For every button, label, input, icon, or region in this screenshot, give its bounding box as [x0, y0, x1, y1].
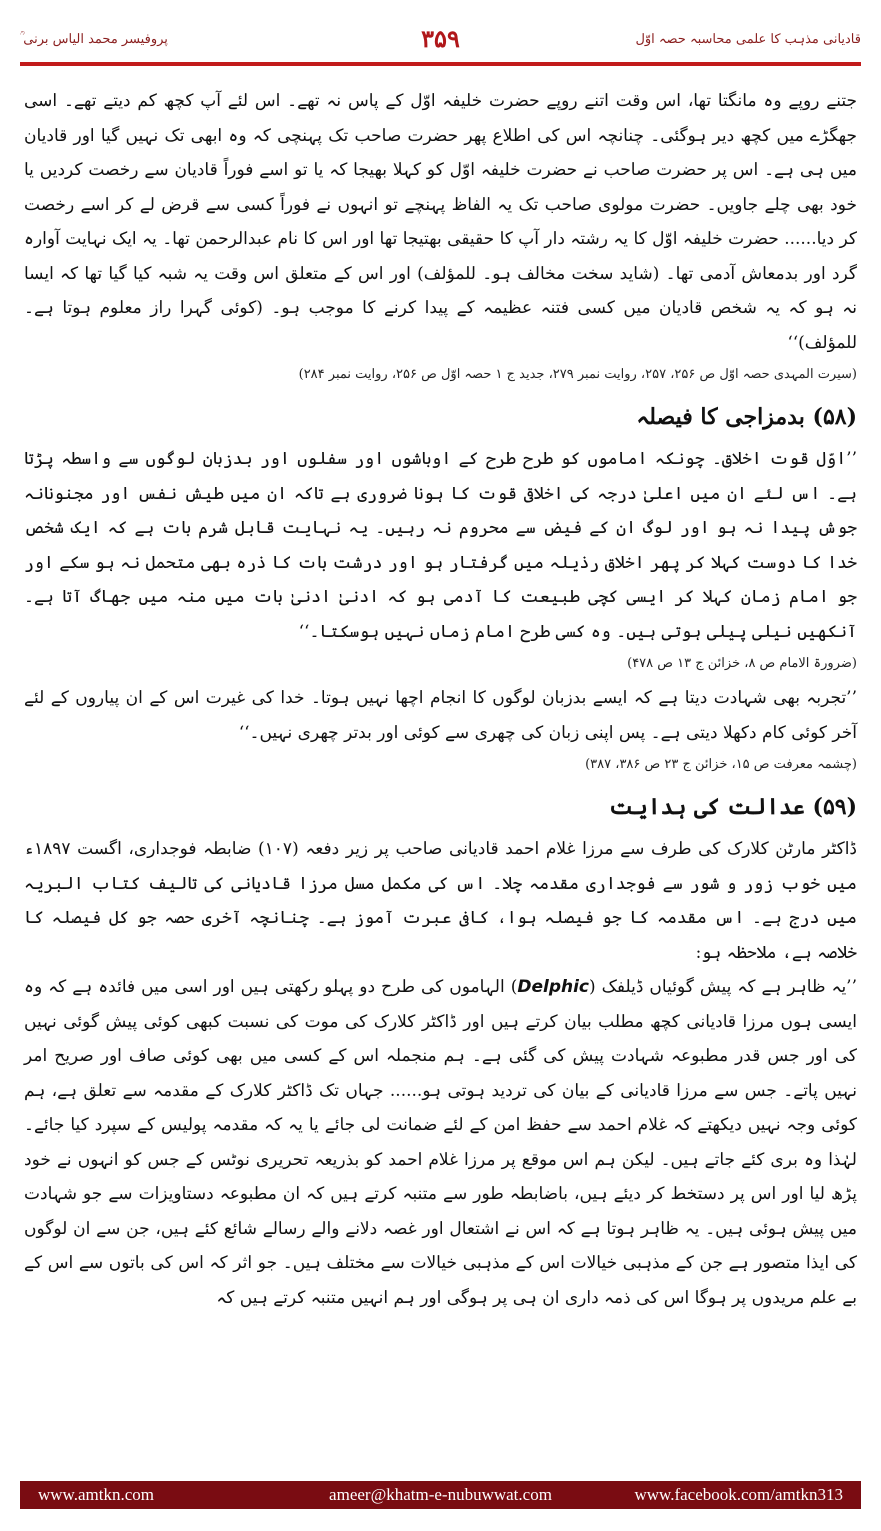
- citation: (چشمہ معرفت ص ۱۵، خزائن ج ۲۳ ص ۳۸۶، ۳۸۷): [585, 757, 857, 772]
- citation: (ضرورۃ الامام ص ۸، خزائن ج ۱۳ ص ۴۷۸): [627, 656, 857, 671]
- quote-paragraph: ’’تجربہ بھی شہادت دیتا ہے کہ ایسے بدزبان لوگوں کا انجام اچھا نہیں ہوتا۔ خدا کی غیرت اس کے ان پیاروں کے لئے آخر کوئی کام دکھلا دیتی ہے۔ پس اپنی زبان کی چھری سے کوئی اور بدتر چھری نہیں۔‘‘: [24, 688, 857, 743]
- body-paragraph: ڈاکٹر مارٹن کلارک کی طرف سے مرزا غلام احمد قادیانی صاحب پر زیر دفعہ (۱۰۷) ضابطہ فوجداری، اگست ۱۸۹۷ء میں خوب زور و شور سے فوجداری مقدمہ چلا۔ اس کی مکمل مسل مرزا قادیانی کی تالیف کتاب البریہ میں درج ہے۔ اس مقدمہ کا جو فیصلہ ہوا، کافی عبرت آموز ہے۔ چنانچہ آخری حصہ جو کل فیصلہ کا خلاصہ ہے، ملاحظہ ہو:: [24, 839, 857, 963]
- header-divider: [20, 62, 861, 66]
- section-heading-59: (۵۹) عدالت کی ہدایت: [609, 794, 857, 820]
- author-name: پروفیسر محمد الیاس برنی ؒ: [20, 32, 168, 47]
- page-body: [24, 84, 857, 1467]
- paragraph-continued: جتنے روپے وہ مانگتا تھا، اس وقت اتنے روپے حضرت خلیفہ اوّل کے پاس نہ تھے۔ اس لئے آپ کچھ کم دیتے تھے۔ اسی جھگڑے میں کچھ دیر ہوگئی۔ چنانچہ اس کی اطلاع پھر حضرت صاحب تک پہنچی کہ وہ ابھی تک نہیں گیا اور قادیان میں ہی ہے۔ اس پر حضرت صاحب نے حضرت خلیفہ اوّل کو کہلا بھیجا کہ یا تو اسے فوراً قادیان سے رخصت کردیں یا خود بھی چلے جاویں۔ حضرت مولوی صاحب تک یہ الفاظ پہنچے تو انہوں نے فوراً کسی سے قرض لے کر اسے رخصت کر دیا...... حضرت خلیفہ اوّل کا یہ رشتہ دار آپ کا حقیقی بھتیجا تھا اور اس کا نام عبدالرحمن تھا۔ یہ ایک نہایت آوارہ گرد اور بدمعاش آدمی تھا۔ (شاید سخت مخالف ہو۔ للمؤلف) اور اس کے متعلق اس وقت یہ شبہ کیا گیا تھا کہ ایسا نہ ہو کہ یہ شخص قادیان میں کسی فتنہ عظیمہ کے پیدا کرنے کا موجب ہو۔ (کوئی گہرا راز معلوم ہوتا ہے۔ للمؤلف)‘‘: [24, 91, 857, 353]
- section-heading-58: (۵۸) بدمزاجی کا فیصلہ: [636, 404, 857, 430]
- page-header: [20, 14, 861, 62]
- citation: (سیرت المہدی حصہ اوّل ص ۲۵۶، ۲۵۷، روایت نمبر ۲۷۹، جدید ج ۱ حصہ اوّل ص ۲۵۶، روایت نمبر ۲۸۴): [298, 367, 857, 382]
- page-footer: [20, 1481, 861, 1509]
- email-link[interactable]: ameer@khatm-e-nubuwwat.com: [329, 1485, 552, 1504]
- latin-term: Delphic: [517, 977, 590, 997]
- quote-start: ’’یہ ظاہر ہے کہ پیش گوئیاں ڈیلفک (: [589, 977, 857, 997]
- quote-paragraph: [24, 970, 857, 1315]
- website-link[interactable]: www.amtkn.com: [38, 1485, 154, 1504]
- page-number: ۳۵۹: [421, 24, 460, 53]
- facebook-link[interactable]: www.facebook.com/amtkn313: [634, 1485, 843, 1504]
- quote-paragraph: ’’اوّل قوت اخلاق۔ چونکہ اماموں کو طرح طرح کے اوباشوں اور سفلوں اور بدزبان لوگوں سے واسطہ پڑتا ہے۔ اس لئے ان میں اعلیٰ درجہ کی اخلاقی قوت کا ہونا ضروری ہے تاکہ ان میں طیش نفس اور مجنونانہ جوش پیدا نہ ہو اور لوگ ان کے فیض سے محروم نہ رہیں۔ یہ نہایت قابل شرم بات ہے کہ ایک شخص خدا کا دوست کہلا کر پھر اخلاق رذیلہ میں گرفتار ہو اور درشت بات کا ذرہ بھی متحمل نہ ہو سکے اور جو امام زمان کہلا کر ایسی کچی طبیعت کا آدمی ہو کہ ادنیٰ ادنیٰ بات میں منہ میں جھاگ آتا ہے۔ آنکھیں نیلی پیلی ہوتی ہیں۔ وہ کسی طرح امام زماں نہیں ہوسکتا۔‘‘: [24, 449, 857, 642]
- book-title: قادیانی مذہب کا علمی محاسبہ حصہ اوّل: [635, 32, 861, 47]
- quote-rest: ) الہاموں کی طرح دو پہلو رکھتی ہیں اور اسی میں فائدہ ہے کہ وہ ایسی ہوں مرزا قادیانی کچھ مطلب بیان کرتے ہیں اور ڈاکٹر کلارک کی موت کی نسبت کبھی کوئی پیش گوئی نہیں کی اور جس قدر مطبوعہ شہادت پیش کی گئی ہے۔ ہم منجملہ اس کے کسی میں بھی کوئی صاف اور صریح امر نہیں پاتے۔ جس سے مرزا قادیانی کے بیان کی تردید ہوتی ہو...... جہاں تک ڈاکٹر کلارک کے مقدمہ سے تعلق ہے، ہم کوئی وجہ نہیں دیکھتے کہ غلام احمد سے حفظ امن کے لئے ضمانت لی جائے یا یہ کہ مقدمہ پولیس کے سپرد کیا جائے۔ لہٰذا وہ بری کئے جاتے ہیں۔ لیکن ہم اس موقع پر مرزا غلام احمد کو بذریعہ تحریری نوٹس کے جس کو انہوں نے خود پڑھ لیا اور اس پر دستخط کر دیئے ہیں، باضابطہ طور سے متنبہ کرتے ہیں کہ ان مطبوعہ دستاویزات سے جو شہادت میں پیش ہوئی ہیں۔ یہ ظاہر ہوتا ہے کہ اس نے اشتعال اور غصہ دلانے والے رسالے شائع کئے ہیں، جن سے ان لوگوں کی ایذا متصور ہے جن کے مذہبی خیالات اس کے مذہبی خیالات سے مختلف ہیں۔ جو اثر کہ اس کی باتوں سے اس کے بے علم مریدوں پر ہوگا اس کی ذمہ داری ان ہی پر ہوگی اور ہم انہیں متنبہ کرتے ہیں کہ: [24, 977, 857, 1308]
